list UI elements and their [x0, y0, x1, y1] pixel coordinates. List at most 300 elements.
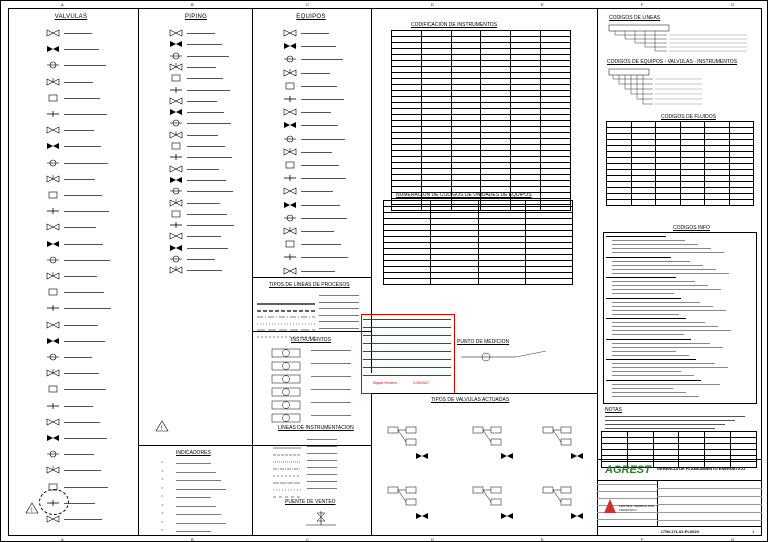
plant-name: CENTRAL TERMICA SAN FRANCISCO: [619, 504, 655, 512]
red-markup-row: [363, 367, 451, 368]
description-line: [187, 248, 228, 249]
instrument-desc: [311, 415, 351, 416]
line-type-desc: [319, 315, 359, 316]
symbol-icon: [46, 337, 60, 345]
table-cell: [525, 279, 572, 285]
actuated-valve-diagram: [541, 481, 591, 526]
red-markup-row: [363, 359, 451, 360]
symbol-icon: [46, 353, 60, 361]
red-markup-row: [363, 375, 451, 376]
description-line: [187, 90, 230, 91]
symbol-icon: [169, 131, 183, 139]
line-type-desc: [319, 321, 359, 322]
indicator-desc: [176, 523, 226, 524]
code-bracket-diagram: [607, 67, 757, 114]
svg-text:!: !: [31, 508, 33, 514]
instrument-line-desc: [307, 453, 337, 454]
table-cell: [431, 279, 478, 285]
red-markup-row: [363, 327, 451, 328]
symbol-icon: [169, 176, 183, 184]
instrument-desc: [311, 376, 351, 377]
zone-marker: D: [431, 537, 434, 542]
info-line: [606, 380, 701, 381]
symbol-icon: [169, 255, 183, 263]
indicator-symbol: ○: [161, 476, 164, 481]
zone-marker: D: [431, 2, 434, 7]
description-line: [301, 59, 343, 60]
symbol-icon: [46, 240, 60, 248]
symbol-icon: [46, 45, 60, 53]
description-line: [301, 112, 331, 113]
description-line: [64, 341, 105, 342]
symbol-icon: [46, 466, 60, 474]
table-cell: [729, 200, 754, 206]
zone-marker: G: [731, 537, 735, 542]
info-line: [606, 318, 686, 319]
symbol-icon: [46, 450, 60, 458]
symbol-icon: [169, 165, 183, 173]
symbol-icon: [169, 74, 183, 82]
description-line: [187, 112, 224, 113]
symbol-icon: [283, 227, 297, 235]
symbol-icon: [46, 191, 60, 199]
instrument-line-desc: [307, 467, 337, 468]
info-line: [612, 347, 723, 348]
note-line: [605, 428, 715, 429]
info-line: [606, 359, 696, 360]
symbol-icon: [46, 385, 60, 393]
description-line: [301, 205, 340, 206]
info-line: [612, 310, 726, 311]
note-line: [605, 424, 725, 425]
zone-marker: G: [731, 2, 735, 7]
description-line: [187, 67, 216, 68]
actuated-valve-diagram: [471, 421, 521, 466]
indicator-symbol: ○: [161, 501, 164, 507]
symbol-icon: [283, 201, 297, 209]
symbol-icon: [169, 29, 183, 37]
notes-title: NOTAS: [605, 407, 622, 413]
info-line: [606, 257, 671, 258]
zone-marker: F: [641, 537, 644, 542]
title-block-line: [657, 512, 762, 513]
info-line: [606, 339, 691, 340]
symbol-icon: [46, 78, 60, 86]
warning-icon: [155, 419, 169, 437]
zone-marker: C: [306, 2, 309, 7]
description-line: [64, 227, 96, 228]
description-line: [187, 33, 215, 34]
zone-marker: A: [61, 2, 64, 7]
instrument-line-desc: [307, 488, 337, 489]
symbol-icon: [46, 434, 60, 442]
info-line: [612, 371, 681, 372]
instrument-line-desc: [307, 439, 337, 440]
red-markup-row: [363, 335, 451, 336]
symbol-icon: [283, 108, 297, 116]
info-box: [603, 232, 757, 404]
line-type-desc: [319, 328, 359, 329]
symbol-icon: [46, 515, 60, 523]
department-name: GERENCIA DE PLANEAMIENTO ENERGETICO: [657, 466, 746, 471]
description-line: [301, 73, 330, 74]
symbol-icon: [169, 108, 183, 116]
description-line: [187, 214, 227, 215]
description-line: [64, 470, 101, 471]
table-row: [384, 279, 573, 285]
description-line: [64, 308, 111, 309]
info-line: [612, 293, 674, 294]
title-block: [597, 459, 762, 537]
symbol-icon: [283, 95, 297, 103]
zone-marker: E: [541, 2, 544, 7]
zone-marker: A: [61, 537, 64, 542]
line-codes-title: CODIGOS DE LINEAS: [609, 15, 661, 21]
symbol-icon: [283, 267, 297, 275]
symbol-icon: [46, 418, 60, 426]
info-line: [612, 306, 713, 307]
description-line: [187, 169, 219, 170]
indicator-desc: [176, 489, 226, 490]
info-line: [612, 289, 721, 290]
symbol-icon: [283, 55, 297, 63]
line-type-desc: [319, 295, 359, 296]
info-line: [612, 367, 728, 368]
actuated-valve-diagram: [386, 481, 436, 526]
symbol-icon: [283, 240, 297, 248]
indicator-desc: [176, 514, 221, 515]
column-divider: [138, 8, 139, 536]
info-line: [612, 375, 694, 376]
description-line: [187, 270, 222, 271]
description-line: [64, 260, 110, 261]
title-block-line: [657, 504, 762, 505]
note-line: [605, 420, 735, 421]
table-cell: [607, 200, 632, 206]
description-line: [187, 157, 232, 158]
info-line: [612, 392, 686, 393]
symbol-icon: [283, 69, 297, 77]
description-line: [301, 86, 337, 87]
description-line: [187, 123, 231, 124]
description-line: [301, 165, 339, 166]
line-type-desc: [319, 302, 359, 303]
instruments-title: INSTRUMENTOS: [291, 337, 331, 343]
indicator-symbol: ○: [161, 467, 164, 473]
description-line: [64, 292, 104, 293]
indicator-desc: [176, 472, 216, 473]
symbol-icon: [169, 266, 183, 274]
column-divider: [252, 8, 253, 536]
info-line: [612, 314, 679, 315]
info-line: [612, 302, 700, 303]
symbol-icon: [169, 232, 183, 240]
description-line: [301, 125, 338, 126]
symbol-icon: [283, 29, 297, 37]
description-line: [64, 325, 98, 326]
symbol-icon: [169, 63, 183, 71]
info-line: [612, 351, 676, 352]
indicator-symbol: ○: [161, 459, 164, 464]
description-line: [187, 191, 233, 192]
indicator-symbol: ○: [161, 484, 164, 490]
indicator-symbol: ○: [161, 518, 164, 524]
description-line: [64, 487, 108, 488]
symbol-icon: [283, 161, 297, 169]
zone-marker: C: [306, 537, 309, 542]
description-line: [301, 191, 333, 192]
symbol-icon: [283, 82, 297, 90]
info-line: [612, 396, 699, 397]
symbol-icon: [46, 223, 60, 231]
title-block-line: [657, 488, 762, 489]
section-divider: [371, 393, 597, 394]
symbol-icon: [283, 121, 297, 129]
plant-logo-icon: [603, 498, 617, 519]
description-line: [64, 130, 94, 131]
fluid-codes-table: [606, 121, 754, 206]
info-line: [612, 244, 698, 245]
info-line: [612, 252, 724, 253]
instrument-desc: [311, 402, 351, 403]
column-divider: [371, 393, 372, 536]
description-line: [301, 257, 348, 258]
company-logo: AGREST: [605, 464, 651, 476]
indicator-desc: [176, 497, 211, 498]
description-line: [64, 211, 109, 212]
description-line: [64, 114, 107, 115]
description-line: [301, 46, 336, 47]
instrument-coding-table: [391, 30, 571, 211]
info-line: [612, 384, 720, 385]
table-cell: [384, 279, 431, 285]
symbol-icon: [46, 110, 60, 118]
info-line: [606, 236, 666, 237]
red-markup-row: [363, 319, 451, 320]
symbol-icon: [169, 244, 183, 252]
sheet-number: 1: [752, 529, 755, 534]
symbol-icon: [283, 187, 297, 195]
svg-text:!: !: [161, 426, 163, 432]
symbol-icon: [283, 42, 297, 50]
description-line: [64, 519, 102, 520]
title-block-line: [657, 520, 762, 521]
coding-table-title: CODIFICACION DE INSTRUMENTOS: [411, 22, 498, 28]
symbol-icon: [46, 126, 60, 134]
description-line: [301, 218, 347, 219]
info-line: [612, 322, 705, 323]
description-line: [301, 231, 334, 232]
section-divider: [252, 277, 371, 278]
description-line: [187, 203, 220, 204]
description-line: [64, 422, 100, 423]
symbol-icon: [46, 175, 60, 183]
info-line: [612, 269, 716, 270]
warning-icon: [25, 501, 39, 519]
table-cell: [478, 279, 525, 285]
measure-point-title: PUNTO DE MEDICION: [457, 339, 510, 345]
info-line: [612, 273, 729, 274]
vent-title: PUENTE DE VENTEO: [285, 499, 336, 505]
actuated-valve-diagram: [541, 421, 591, 466]
vent-symbol: [301, 507, 341, 534]
indicator-desc: [176, 463, 211, 464]
description-line: [64, 65, 106, 66]
actuated-valve-diagram: [471, 481, 521, 526]
lines-title: TIPOS DE LINEAS DE PROCESOS: [269, 282, 350, 288]
symbol-icon: [169, 210, 183, 218]
instrument-line-desc: [307, 446, 337, 447]
symbol-icon: [169, 97, 183, 105]
symbol-icon: [46, 94, 60, 102]
description-line: [301, 152, 332, 153]
symbol-icon: [169, 187, 183, 195]
indicator-symbol: ○: [161, 510, 164, 515]
equipment-heading: EQUIPOS: [296, 14, 326, 20]
info-line: [612, 388, 673, 389]
description-line: [301, 178, 346, 179]
red-markup-row: [363, 343, 451, 344]
zone-marker: E: [541, 537, 544, 542]
title-block-line: [597, 491, 657, 492]
info-line: [606, 277, 676, 278]
symbol-icon: [169, 52, 183, 60]
description-line: [187, 180, 226, 181]
info-line: [612, 265, 703, 266]
info-line: [612, 326, 718, 327]
symbol-icon: [46, 321, 60, 329]
signature-name: Miguel Romero: [373, 381, 397, 385]
description-line: [64, 49, 99, 50]
symbol-icon: [169, 40, 183, 48]
symbol-icon: [283, 135, 297, 143]
symbol-icon: [169, 86, 183, 94]
instrument-lines-title: LINEAS DE INSTRUMENTACION: [278, 425, 354, 431]
info-line: [612, 343, 710, 344]
description-line: [187, 259, 215, 260]
highlight-circle: [39, 489, 69, 515]
symbol-icon: [46, 288, 60, 296]
table-row: [607, 200, 754, 206]
symbol-icon: [46, 304, 60, 312]
description-line: [187, 146, 225, 147]
info-line: [612, 355, 689, 356]
zone-marker: F: [641, 2, 644, 7]
symbol-icon: [169, 199, 183, 207]
description-line: [64, 163, 108, 164]
description-line: [64, 82, 93, 83]
title-block-line: [597, 484, 657, 485]
symbol-icon: [283, 174, 297, 182]
description-line: [64, 373, 99, 374]
info-line: [612, 240, 685, 241]
indicators-title: INDICADORES: [176, 450, 211, 456]
title-block-line: [657, 496, 762, 497]
info-line: [612, 248, 711, 249]
symbol-icon: [46, 207, 60, 215]
description-line: [301, 99, 344, 100]
zone-marker: B: [191, 537, 194, 542]
description-line: [187, 101, 217, 102]
description-line: [64, 98, 100, 99]
description-line: [64, 454, 94, 455]
info-line: [606, 298, 681, 299]
description-line: [301, 244, 341, 245]
symbol-icon: [46, 369, 60, 377]
symbol-icon: [46, 61, 60, 69]
description-line: [64, 389, 106, 390]
line-type-desc: [319, 308, 359, 309]
note-line: [605, 416, 745, 417]
symbol-icon: [46, 272, 60, 280]
info-line: [612, 334, 684, 335]
symbol-icon: [169, 153, 183, 161]
unit-numbering-table: [383, 200, 573, 285]
instrument-desc: [311, 389, 351, 390]
column-divider: [597, 8, 598, 536]
description-line: [187, 225, 234, 226]
section-divider: [252, 331, 371, 332]
indicator-desc: [176, 480, 221, 481]
description-line: [187, 56, 229, 57]
code-bracket-diagram: [607, 23, 757, 60]
indicator-desc: [176, 531, 211, 532]
instrument-line-desc: [307, 481, 337, 482]
description-line: [64, 33, 92, 34]
signature-date: 21/9/2022: [413, 381, 429, 385]
description-line: [187, 78, 223, 79]
table-cell: [631, 200, 656, 206]
symbol-icon: [283, 214, 297, 222]
description-line: [64, 179, 95, 180]
description-line: [64, 276, 97, 277]
description-line: [187, 135, 218, 136]
instrument-desc: [311, 363, 351, 364]
description-line: [301, 33, 329, 34]
actuated-valve-diagram: [386, 421, 436, 466]
symbol-icon: [283, 253, 297, 261]
description-line: [187, 236, 221, 237]
info-line: [612, 363, 715, 364]
symbol-icon: [169, 142, 183, 150]
measure-point-symbol: [456, 347, 556, 372]
piping-heading: PIPING: [184, 14, 208, 20]
description-line: [64, 438, 107, 439]
symbol-icon: [169, 119, 183, 127]
title-block-line: [597, 519, 657, 520]
instrument-desc: [311, 350, 351, 351]
valves-heading: VALVULAS: [54, 14, 88, 20]
symbol-icon: [283, 148, 297, 156]
symbol-icon: [46, 256, 60, 264]
equipment-codes-title: CODIGOS DE EQUIPOS - VALVULAS - INSTRUMENTOS: [607, 59, 738, 65]
zone-marker: B: [191, 2, 194, 7]
info-line: [612, 261, 690, 262]
symbol-icon: [46, 402, 60, 410]
instrument-line-desc: [307, 474, 337, 475]
description-line: [301, 139, 345, 140]
description-line: [64, 244, 103, 245]
fluids-title: CODIGOS DE FLUIDOS: [661, 114, 717, 120]
info-line: [612, 281, 695, 282]
table-cell: [656, 200, 681, 206]
description-line: [187, 44, 222, 45]
description-line: [64, 146, 101, 147]
drawing-number: CTM-171-02-PI-0020: [661, 529, 699, 534]
indicator-symbol: ○: [161, 493, 164, 498]
symbol-icon: [46, 142, 60, 150]
indicator-symbol: ○: [161, 527, 164, 532]
